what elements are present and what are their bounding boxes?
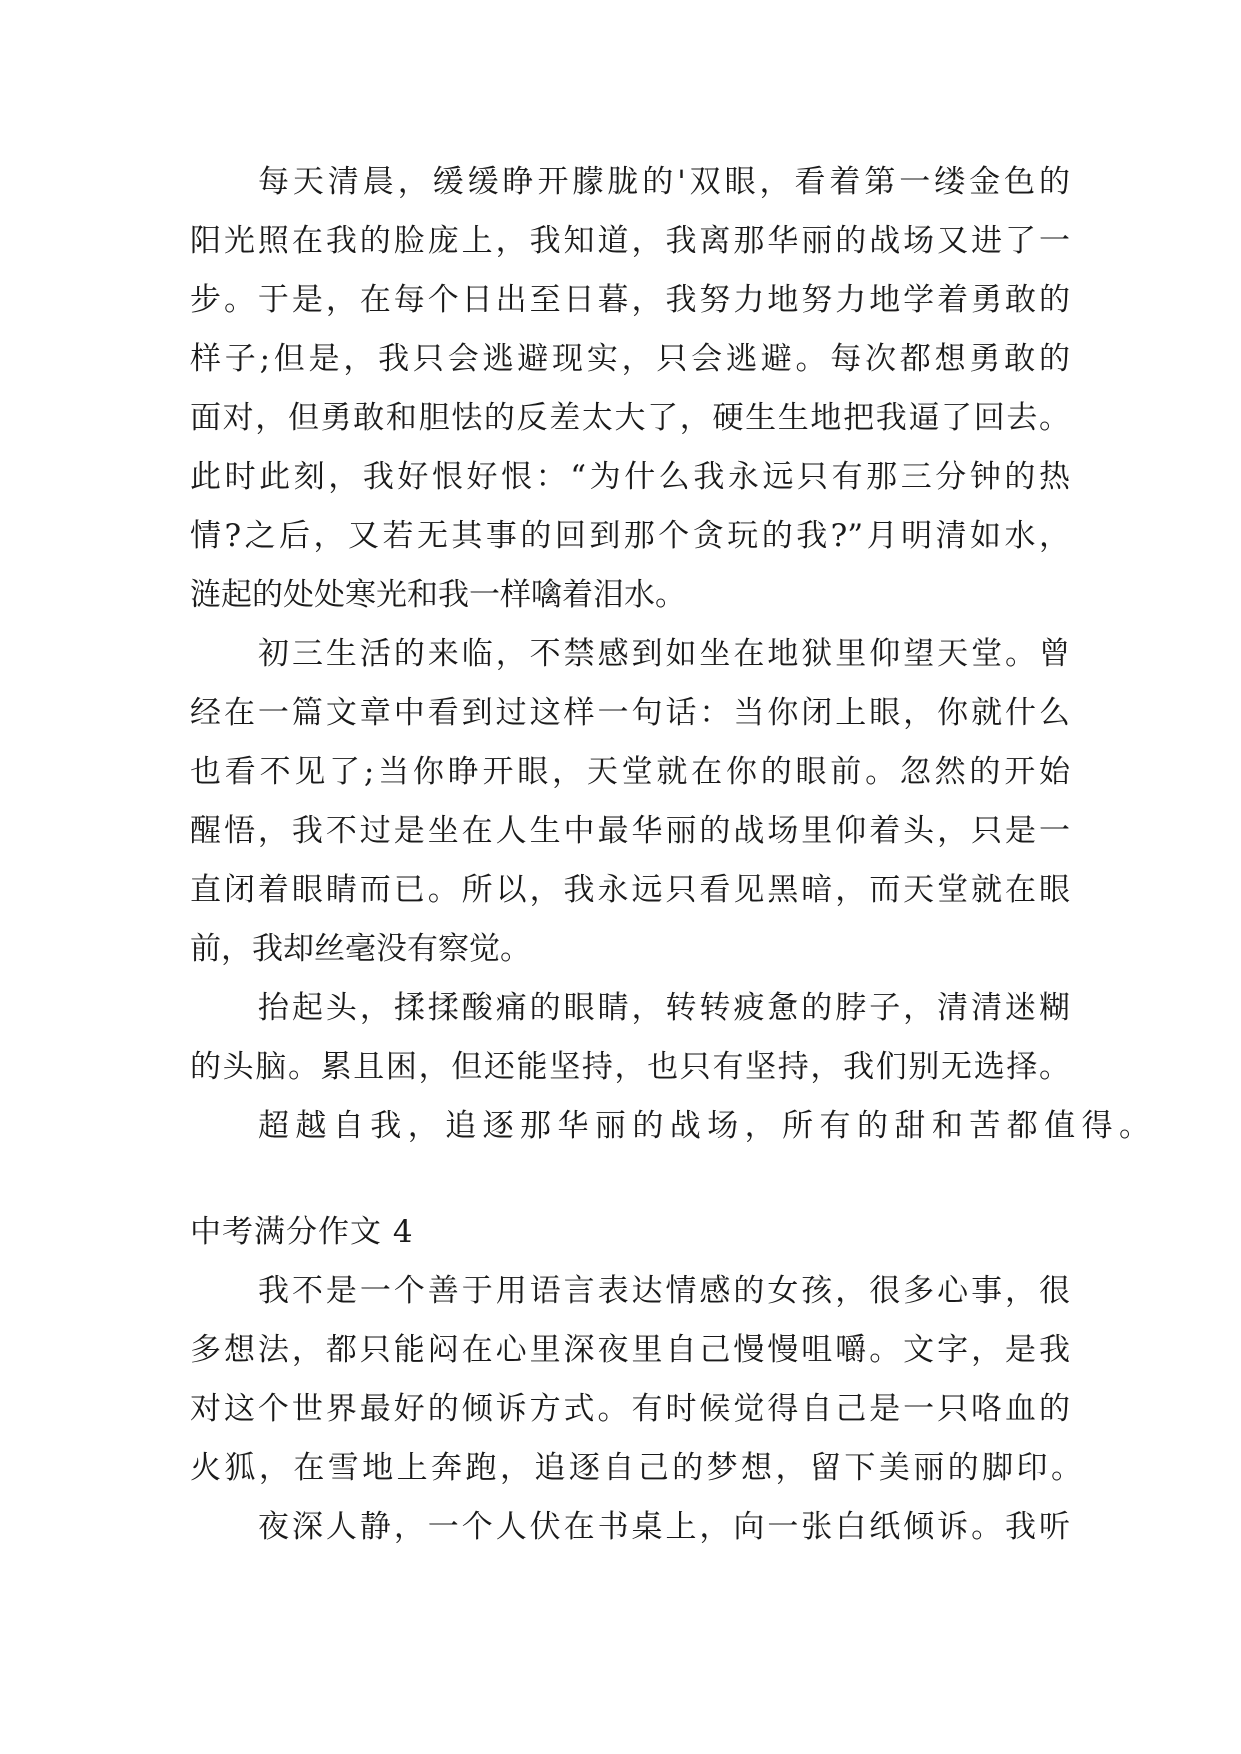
- text-line: 我不是一个善于用语言表达情感的女孩，很多心事，很: [258, 1273, 1070, 1309]
- text-line: 初三生活的来临，不禁感到如坐在地狱里仰望天堂。曾: [258, 636, 1070, 672]
- text-line: 经在一篇文章中看到过这样一句话：当你闭上眼，你就什么: [190, 695, 1070, 731]
- text-line: 前，我却丝毫没有察觉。: [190, 931, 531, 967]
- text-line: 对这个世界最好的倾诉方式。有时候觉得自己是一只咯血的: [190, 1391, 1070, 1427]
- text-line: 超越自我，追逐那华丽的战场，所有的甜和苦都值得。: [258, 1108, 1150, 1144]
- text-line: 的头脑。累且困，但还能坚持，也只有坚持，我们别无选择。: [190, 1049, 1070, 1085]
- text-line: 每天清晨，缓缓睁开朦胧的'双眼，看着第一缕金色的: [258, 164, 1070, 200]
- text-line: 也看不见了;当你睁开眼，天堂就在你的眼前。忽然的开始: [190, 754, 1070, 790]
- text-line: 抬起头，揉揉酸痛的眼睛，转转疲惫的脖子，清清迷糊: [258, 990, 1070, 1026]
- text-line: 醒悟，我不过是坐在人生中最华丽的战场里仰着头，只是一: [190, 813, 1070, 849]
- section-heading: 中考满分作文 4: [190, 1214, 414, 1250]
- text-line: 阳光照在我的脸庞上，我知道，我离那华丽的战场又进了一: [190, 223, 1070, 259]
- text-line: 面对，但勇敢和胆怯的反差太大了，硬生生地把我逼了回去。: [190, 400, 1070, 436]
- text-line: 涟起的处处寒光和我一样噙着泪水。: [190, 577, 686, 613]
- text-line: 多想法，都只能闷在心里深夜里自己慢慢咀嚼。文字，是我: [190, 1332, 1070, 1368]
- text-line: 直闭着眼睛而已。所以，我永远只看见黑暗，而天堂就在眼: [190, 872, 1070, 908]
- text-line: 情?之后，又若无其事的回到那个贪玩的我?”月明清如水，: [190, 518, 1070, 554]
- text-line: 此时此刻，我好恨好恨：“为什么我永远只有那三分钟的热: [190, 459, 1070, 495]
- text-line: 样子;但是，我只会逃避现实，只会逃避。每次都想勇敢的: [190, 341, 1070, 377]
- text-line: 火狐，在雪地上奔跑，追逐自己的梦想，留下美丽的脚印。: [190, 1450, 1082, 1486]
- text-line: 夜深人静，一个人伏在书桌上，向一张白纸倾诉。我听: [258, 1509, 1070, 1545]
- text-line: 步。于是，在每个日出至日暮，我努力地努力地学着勇敢的: [190, 282, 1070, 318]
